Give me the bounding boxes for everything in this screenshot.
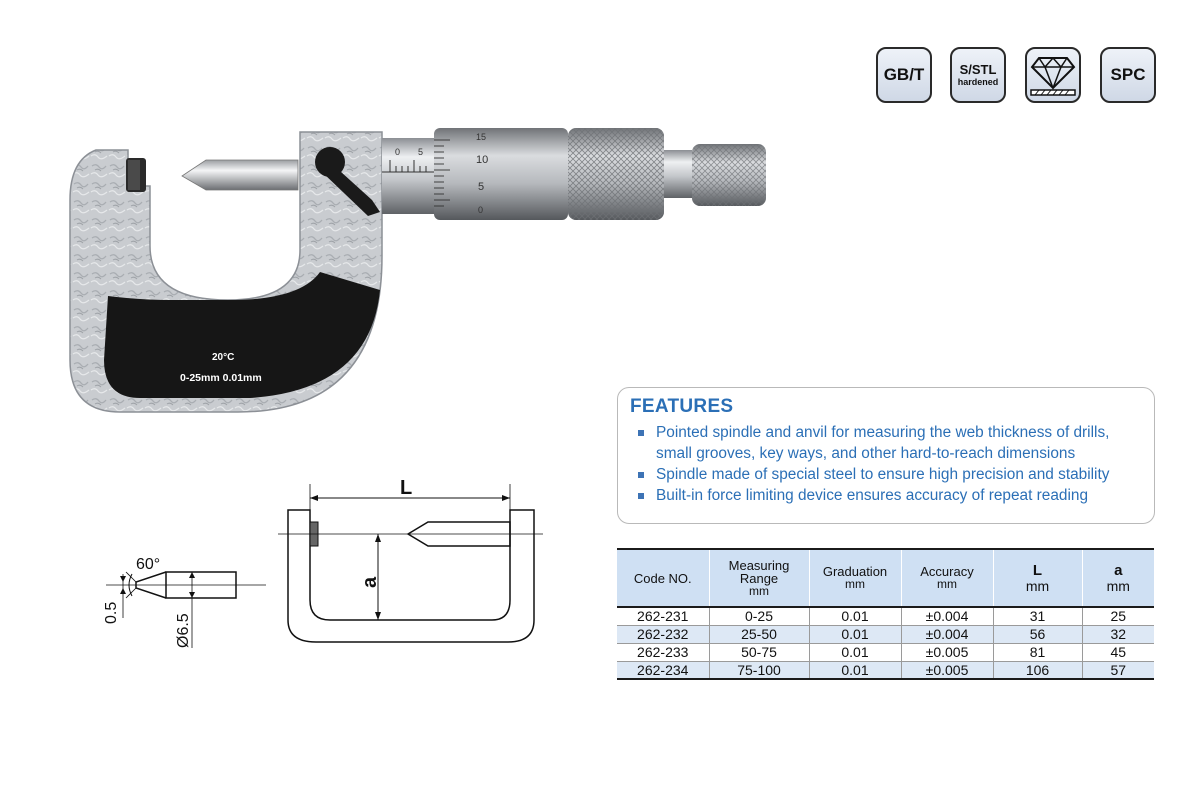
table-row	[617, 661, 1154, 679]
features-list	[630, 422, 1142, 506]
frame-label-temperature: 20°C	[212, 352, 235, 363]
cell-depth: 25	[1082, 607, 1154, 625]
spc-badge	[1100, 47, 1156, 103]
feature-text: small grooves, key ways, and other hard-to-reach dimensions	[656, 445, 1076, 462]
cell-graduation: 0.01	[809, 643, 901, 661]
cell-graduation: 0.01	[809, 607, 901, 625]
cell-code: 262-232	[617, 625, 709, 643]
features-title: FEATURES	[630, 396, 734, 417]
cell-accuracy: ±0.005	[901, 661, 993, 679]
frame-length-label: L	[400, 477, 413, 499]
bullet-icon	[638, 493, 644, 499]
frame-dimension-diagram	[278, 470, 548, 660]
badge-sstl-label: S/STL	[959, 61, 997, 77]
thimble-number-15: 15	[476, 132, 487, 142]
badge-spc-label: SPC	[1110, 65, 1146, 84]
badge-hardened-label: hardened	[957, 76, 999, 87]
frame-depth-label: a	[359, 576, 381, 588]
table-row	[617, 643, 1154, 661]
table-header-row	[617, 549, 1154, 607]
cell-accuracy: ±0.004	[901, 607, 993, 625]
thimble-number-10: 10	[476, 154, 489, 166]
header-code: Code NO.	[617, 549, 709, 607]
header-measuring-range: Measuring Range mm	[709, 549, 809, 607]
feature-item	[630, 422, 1142, 443]
features-box	[617, 387, 1155, 524]
header-accuracy: Accuracy mm	[901, 549, 993, 607]
thimble	[434, 128, 568, 220]
cell-range: 0-25	[709, 607, 809, 625]
bullet-icon	[638, 472, 644, 478]
feature-text: Spindle made of special steel to ensure high precision and stability	[656, 466, 1110, 483]
cell-range: 25-50	[709, 625, 809, 643]
gbt-standard-badge	[876, 47, 932, 103]
header-length: L mm	[993, 549, 1082, 607]
cell-length: 31	[993, 607, 1082, 625]
tip-dimension-diagram	[96, 548, 276, 658]
feature-item	[630, 485, 1142, 506]
feature-text: Pointed spindle and anvil for measuring the web thickness of drills,	[656, 424, 1110, 441]
table-row	[617, 625, 1154, 643]
cell-code: 262-234	[617, 661, 709, 679]
thimble-number-0: 0	[478, 205, 484, 215]
sleeve-number-5: 5	[418, 147, 424, 157]
carbide-tip-badge	[1025, 47, 1081, 103]
thimble-number-5: 5	[478, 181, 485, 193]
bullet-icon	[638, 430, 644, 436]
cell-length: 81	[993, 643, 1082, 661]
ratchet-neck	[664, 150, 692, 198]
tip-width-label: 0.5	[103, 601, 120, 624]
cell-depth: 32	[1082, 625, 1154, 643]
table-row	[617, 607, 1154, 625]
cell-graduation: 0.01	[809, 661, 901, 679]
cell-range: 75-100	[709, 661, 809, 679]
badge-gbt-label: GB/T	[883, 65, 925, 84]
cell-code: 262-231	[617, 607, 709, 625]
cell-depth: 57	[1082, 661, 1154, 679]
feature-item-continuation	[630, 443, 1142, 464]
cell-code: 262-233	[617, 643, 709, 661]
cell-length: 56	[993, 625, 1082, 643]
sleeve-number-0: 0	[395, 147, 401, 157]
header-depth: a mm	[1082, 549, 1154, 607]
cell-depth: 45	[1082, 643, 1154, 661]
feature-item	[630, 464, 1142, 485]
cell-accuracy: ±0.005	[901, 643, 993, 661]
specification-table	[617, 548, 1154, 680]
stainless-hardened-badge	[950, 47, 1006, 103]
frame-label-range: 0-25mm 0.01mm	[180, 372, 262, 384]
header-graduation: Graduation mm	[809, 549, 901, 607]
tip-diameter-label: Ø6.5	[175, 613, 192, 648]
diamond-icon	[1029, 52, 1077, 98]
cell-range: 50-75	[709, 643, 809, 661]
sleeve	[382, 138, 434, 214]
tip-angle-label: 60°	[136, 556, 161, 573]
cell-graduation: 0.01	[809, 625, 901, 643]
cell-accuracy: ±0.004	[901, 625, 993, 643]
micrometer-photo	[0, 0, 800, 430]
feature-text: Built-in force limiting device ensures accuracy of repeat reading	[656, 487, 1089, 504]
pointed-spindle	[182, 160, 298, 190]
cell-length: 106	[993, 661, 1082, 679]
